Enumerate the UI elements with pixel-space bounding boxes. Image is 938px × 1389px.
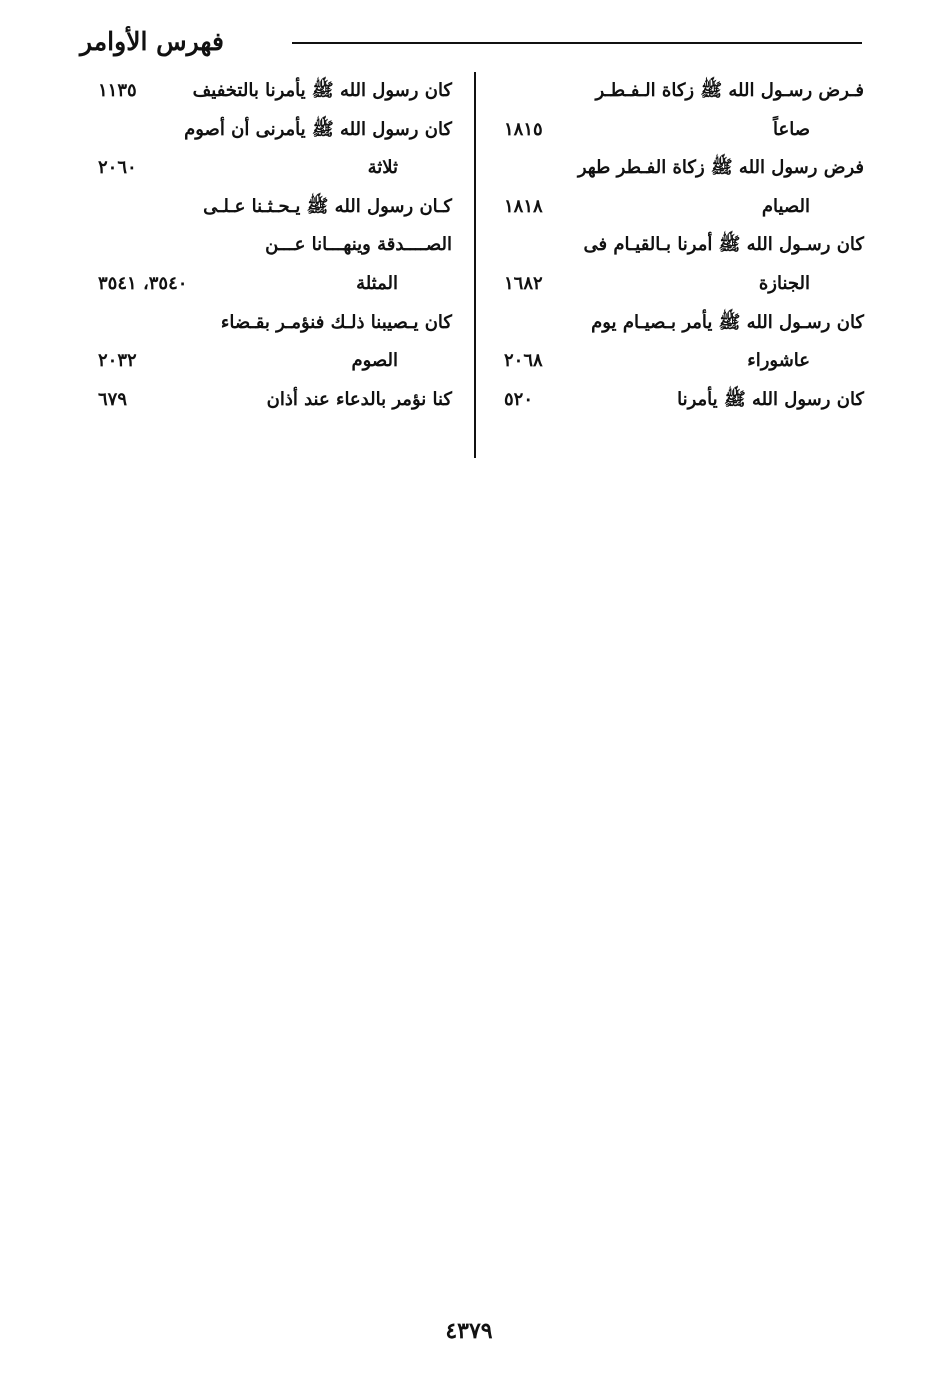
entry-line <box>92 304 452 343</box>
index-column-left <box>92 72 452 419</box>
index-entry <box>498 304 864 381</box>
entry-line <box>92 111 452 150</box>
index-entry <box>92 111 452 188</box>
page-number: ٤٣٧٩ <box>445 1318 493 1344</box>
page-title: فهرس الأوامر <box>80 27 224 56</box>
entry-page-number: ٢٠٦٨ <box>504 350 543 372</box>
header-rule <box>292 42 862 44</box>
entry-text: كان رسول الله ﷺ يأمرنى أن أصوم <box>184 118 452 140</box>
index-entry <box>498 381 864 420</box>
entry-line <box>498 381 864 420</box>
entry-page-number: ٣٥٤٠، ٣٥٤١ <box>98 272 188 294</box>
entry-line <box>498 72 864 111</box>
entry-text: المثلة <box>356 272 398 294</box>
entry-line <box>498 265 864 304</box>
entry-page-number: ١١٣٥ <box>98 80 137 101</box>
entry-text: عاشوراء <box>747 350 810 372</box>
entry-page-number: ٥٢٠ <box>504 388 534 410</box>
entry-text: الصوم <box>351 350 398 372</box>
entry-line <box>498 111 864 150</box>
entry-text: صاعاً <box>773 118 810 140</box>
entry-line <box>498 226 864 265</box>
column-divider <box>474 72 476 458</box>
entry-text: كان رسـول الله ﷺ يأمر بـصيـام يوم <box>591 311 864 333</box>
index-entry <box>498 149 864 226</box>
entry-text: الجنازة <box>758 272 810 294</box>
entry-text: ثلاثة <box>367 157 398 179</box>
entry-text: فـرض رسـول الله ﷺ زكاة الـفـطـر <box>595 80 864 101</box>
entry-line <box>92 381 452 420</box>
entry-line <box>92 226 452 265</box>
entry-page-number: ٢٠٣٢ <box>98 350 137 372</box>
entry-line <box>498 188 864 227</box>
index-column-right <box>498 72 864 419</box>
entry-text: كان رسول الله ﷺ يأمرنا بالتخفيف <box>192 80 452 101</box>
entry-text: كان رسول الله ﷺ يأمرنا <box>677 388 864 410</box>
entry-line <box>92 149 452 188</box>
index-entry <box>498 226 864 303</box>
entry-page-number: ١٦٨٢ <box>504 272 543 294</box>
entry-text: فرض رسول الله ﷺ زكاة الفـطر طهر <box>577 157 864 179</box>
index-entry <box>498 72 864 149</box>
index-entry <box>92 304 452 381</box>
entry-text: كان رسـول الله ﷺ أمرنا بـالقيـام فى <box>583 234 864 256</box>
entry-text: الصيام <box>761 195 810 217</box>
entry-text: كـان رسول الله ﷺ يـحـثـنا عـلـى <box>203 195 452 217</box>
entry-line <box>498 304 864 343</box>
entry-line <box>92 265 452 304</box>
entry-page-number: ١٨١٨ <box>504 195 543 217</box>
entry-text: كان يـصيبنا ذلـك فنؤمـر بقـضاء <box>220 311 452 333</box>
entry-line <box>92 342 452 381</box>
entry-line <box>498 149 864 188</box>
entry-page-number: ٦٧٩ <box>98 388 128 410</box>
index-entry <box>92 188 452 304</box>
entry-text: كنا نؤمر بالدعاء عند أذان <box>266 388 452 410</box>
entry-line <box>92 188 452 227</box>
index-entry <box>92 381 452 420</box>
entry-text: الصــــدقة وينهـــانا عـــن <box>265 234 452 256</box>
index-entry <box>92 72 452 111</box>
page-header <box>80 22 865 62</box>
entry-line <box>498 342 864 381</box>
entry-page-number: ١٨١٥ <box>504 118 543 140</box>
entry-line <box>92 72 452 111</box>
entry-page-number: ٢٠٦٠ <box>98 157 137 179</box>
